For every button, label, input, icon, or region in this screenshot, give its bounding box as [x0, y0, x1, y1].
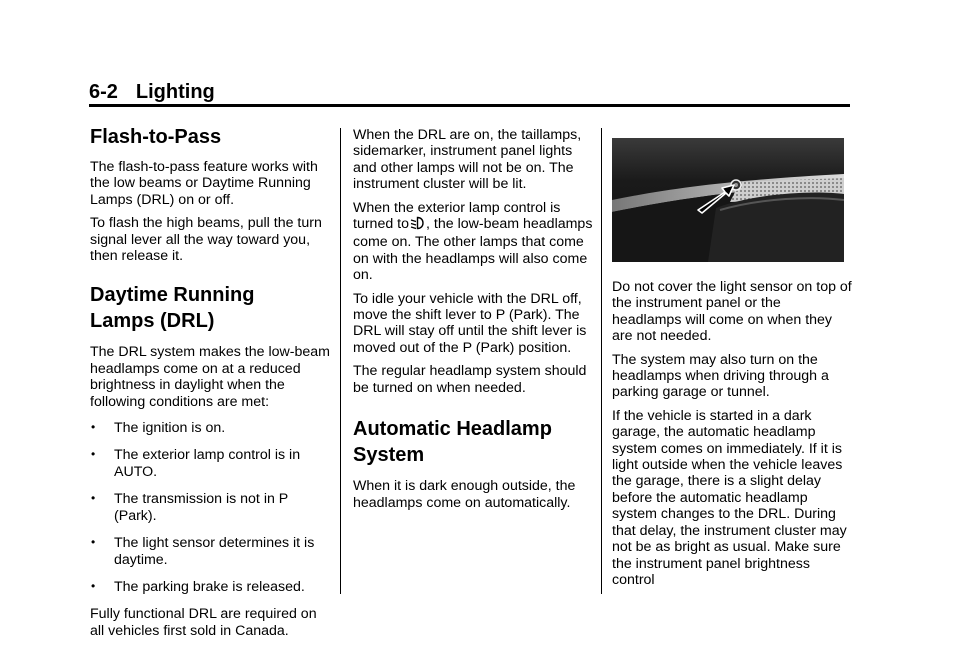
auto-heading-line-1: Automatic Headlamp: [353, 418, 552, 441]
column-divider-1: [340, 128, 341, 594]
flash-paragraph-1: The flash-to-pass feature works with the low beams or Daytime Running Lamps (DRL) on or off.: [90, 159, 318, 208]
bullet-icon: •: [91, 578, 96, 593]
garage-tunnel-paragraph: The system may also turn on the headlamps when driving through a parking garage or tunnel.: [612, 351, 829, 401]
list-item: • The parking brake is released.: [91, 578, 305, 595]
section-number: 6-2: [89, 81, 118, 103]
drl-paragraph-2: Fully functional DRL are required on all vehicles first sold in Canada.: [90, 606, 317, 639]
column-divider-2: [601, 128, 602, 594]
automatic-headlamp-heading: [353, 416, 593, 468]
flash-to-pass-heading: Flash-to-Pass: [90, 126, 222, 148]
bullet-icon: •: [91, 420, 96, 435]
section-title: Lighting: [135, 81, 215, 103]
drl-on-paragraph: When the DRL are on, the taillamps, sidemarker, instrument panel lights and other lamps will not be on. The instrument cluster will be lit.: [353, 127, 582, 193]
page-header: [89, 80, 850, 104]
drl-heading-line-1: Daytime Running: [90, 284, 255, 307]
dark-garage-paragraph: If the vehicle is started in a dark garage, the automatic headlamp system comes on immediately. If it is light outside when the vehicle leaves the garage, there is a slight delay before the automatic headlamp system changes to the DRL. During that delay, the instrument cluster may not be as bright as usual. Make sure the instrument panel brightness control: [612, 407, 847, 588]
regular-headlamp-paragraph: The regular headlamp system should be turned on when needed.: [353, 363, 587, 396]
automatic-paragraph: When it is dark enough outside, the headlamps come on automatically.: [353, 478, 576, 511]
bullet-icon: •: [91, 491, 96, 506]
drl-heading: [90, 282, 333, 334]
header-text: [89, 80, 850, 104]
idle-paragraph: To idle your vehicle with the DRL off, move the shift lever to P (Park). The DRL will stay off until the shift lever is moved out of the P (Park) position.: [353, 290, 587, 356]
list-item: • The light sensor determines it is daytime.: [91, 535, 315, 568]
column-2: [353, 127, 593, 518]
sensor-paragraph: Do not cover the light sensor on top of the instrument panel or the headlamps will come on when they are not needed.: [612, 279, 852, 345]
list-item: • The ignition is on.: [91, 420, 226, 437]
bullet-icon: •: [91, 535, 96, 550]
flash-paragraph-2: To flash the high beams, pull the turn signal lever all the way toward you, then release it.: [90, 215, 322, 265]
auto-heading-line-2: System: [353, 444, 425, 467]
drl-conditions-list: [90, 420, 333, 595]
light-sensor-photo: [612, 138, 844, 262]
column-3: [612, 132, 852, 595]
drl-paragraph-1: The DRL system makes the low-beam headlamps come on at a reduced brightness in daylight when the following conditions are met:: [90, 344, 330, 410]
low-beam-headlamp-icon: [410, 216, 425, 234]
drl-heading-line-2: Lamps (DRL): [90, 310, 215, 333]
list-item: • The exterior lamp control is in AUTO.: [91, 447, 301, 480]
list-item: • The transmission is not in P (Park).: [91, 491, 289, 524]
bullet-icon: •: [91, 447, 96, 462]
column-1: [90, 125, 333, 646]
header-rule: [89, 104, 850, 107]
exterior-lamp-paragraph: When the exterior lamp control is turned to , the low-beam headlamps come on. The other lamps that come on with the headlamps will also come on.: [353, 199, 593, 284]
